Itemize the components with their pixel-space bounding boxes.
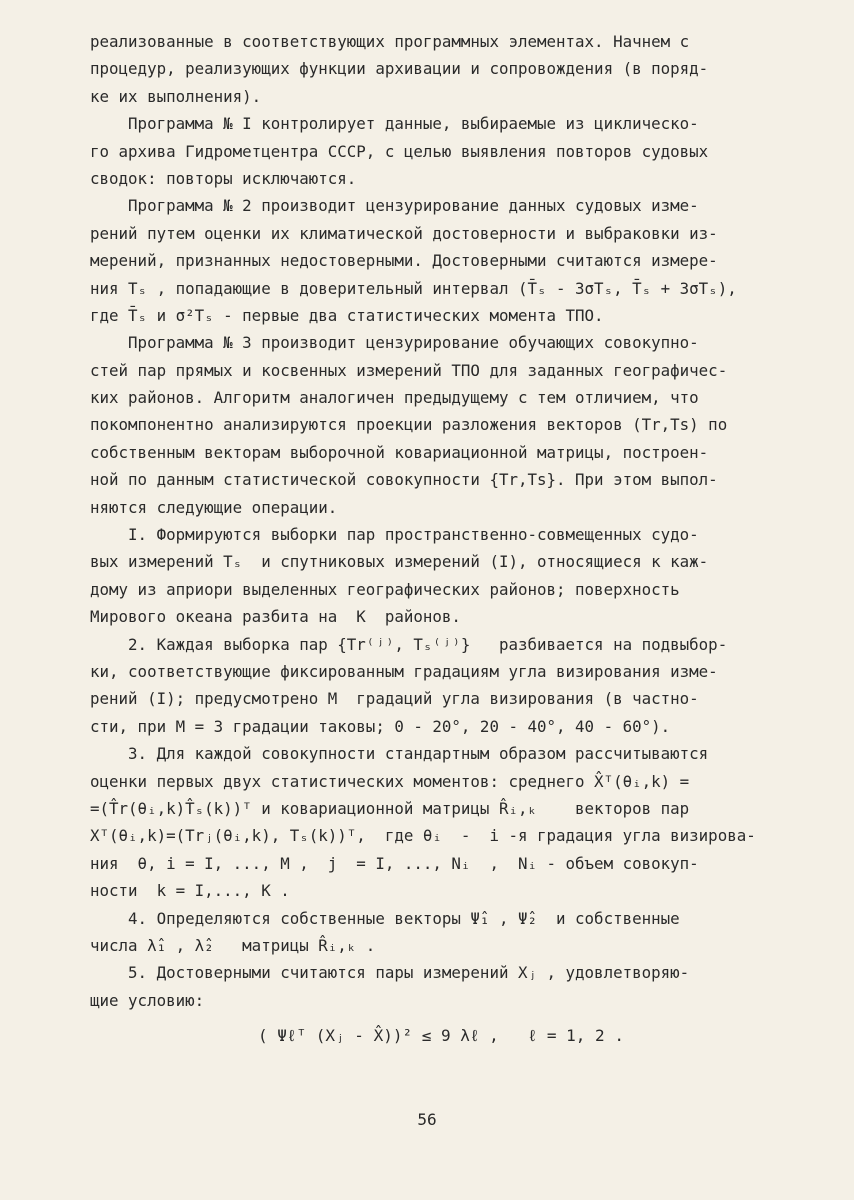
text-line: Программа № I контролирует данные, выбираемые из циклическо- <box>90 114 699 134</box>
text-line: Программа № 2 производит цензурирование данных судовых изме- <box>90 196 699 216</box>
text-line: няются следующие операции. <box>90 497 338 517</box>
text-line: рений (I); предусмотрено M градаций угла визирования (в частно- <box>90 689 699 709</box>
text-line: реализованные в соответствующих программных элементах. Начнем с <box>90 32 690 51</box>
body-text <box>90 28 800 1014</box>
text-line: ке их выполнения). <box>90 86 262 106</box>
text-line: собственным векторам выборочной ковариационной матрицы, построен- <box>90 442 709 462</box>
text-line: Мирового океана разбита на K районов. <box>90 607 461 627</box>
text-line: числа λ̂₁ , λ̂₂ матрицы R̂ᵢ,ₖ . <box>90 935 376 955</box>
text-line: ной по данным статистической совокупности {Tr,Ts}. При этом выпол- <box>90 470 718 490</box>
text-line: щие условию: <box>90 990 205 1010</box>
text-line: 3. Для каждой совокупности стандартным образом рассчитываются <box>90 744 709 764</box>
text-line: ния θ, i = I, ..., M , j = I, ..., Nᵢ , Nᵢ - объем совокуп- <box>90 853 699 873</box>
text-line: ки, соответствующие фиксированным градациям угла визирования изме- <box>90 661 718 681</box>
text-line: оценки первых двух статистических моментов: среднего X̂ᵀ(θᵢ,k) = <box>90 771 690 791</box>
text-line: 5. Достоверными считаются пары измерений Xⱼ , удовлетворяю- <box>90 963 690 983</box>
condition-formula: ( Ψℓᵀ (Xⱼ - X̂))² ≤ 9 λℓ , ℓ = 1, 2 . <box>258 1026 624 1045</box>
text-line: Xᵀ(θᵢ,k)=(Trⱼ(θᵢ,k), Tₛ(k))ᵀ, где θᵢ - i -я градация угла визирова- <box>90 826 756 846</box>
text-line: стей пар прямых и косвенных измерений ТПО для заданных географичес- <box>90 360 728 380</box>
text-line: ких районов. Алгоритм аналогичен предыдущему с тем отличием, что <box>90 388 699 408</box>
text-line: Программа № 3 производит цензурирование обучающих совокупно- <box>90 333 699 353</box>
text-line: вых измерений Tₛ и спутниковых измерений (I), относящиеся к каж- <box>90 552 709 572</box>
text-line: покомпонентно анализируются проекции разложения векторов (Tr,Ts) по <box>90 415 728 435</box>
text-line: 2. Каждая выборка пар {Tr⁽ʲ⁾, Tₛ⁽ʲ⁾} разбивается на подвыбор- <box>90 634 728 654</box>
text-line: I. Формируются выборки пар пространственно-совмещенных судо- <box>90 525 699 545</box>
text-line: мерений, признанных недостоверными. Достоверными считаются измере- <box>90 251 718 271</box>
text-line: =(T̂r(θᵢ,k)T̂ₛ(k))ᵀ и ковариационной матрицы R̂ᵢ,ₖ векторов пар <box>90 798 690 818</box>
text-line: сти, при M = 3 градации таковы; 0 - 20°, 20 - 40°, 40 - 60°). <box>90 716 671 736</box>
text-line: дому из априори выделенных географических районов; поверхность <box>90 579 680 599</box>
text-line: процедур, реализующих функции архивации и сопровождения (в поряд- <box>90 59 709 79</box>
text-line: го архива Гидрометцентра СССР, с целью выявления повторов судовых <box>90 141 709 161</box>
page-number: 56 <box>417 1110 437 1129</box>
text-line: ности k = I,..., K . <box>90 881 290 901</box>
text-line: где T̄ₛ и σ²Tₛ - первые два статистических момента ТПО. <box>90 305 604 325</box>
text-line: сводок: повторы исключаются. <box>90 168 357 188</box>
text-line: 4. Определяются собственные векторы Ψ̂₁ , Ψ̂₂ и собственные <box>90 908 680 928</box>
text-line: рений путем оценки их климатической достоверности и выбраковки из- <box>90 223 718 243</box>
text-line: ния Tₛ , попадающие в доверительный интервал (T̄ₛ - 3σTₛ, T̄ₛ + 3σTₛ), <box>90 278 737 298</box>
